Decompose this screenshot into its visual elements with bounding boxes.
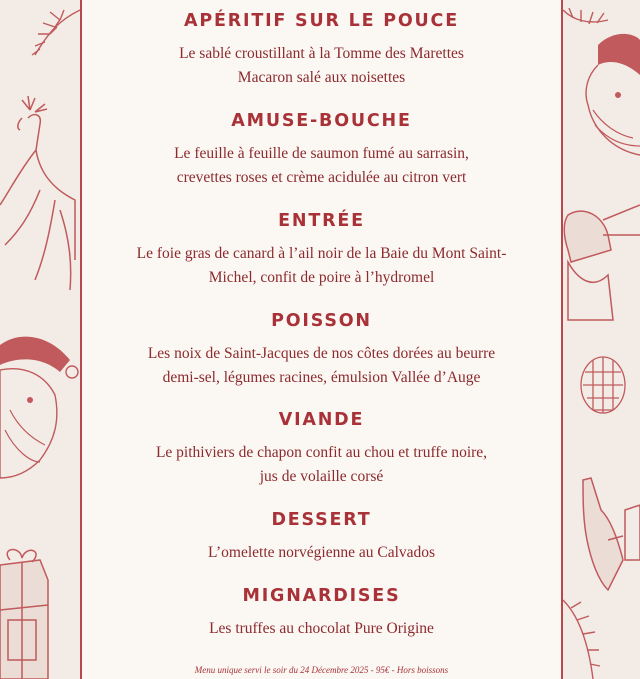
course-description	[82, 242, 561, 289]
champagne-bottle-icon	[583, 478, 640, 590]
course-title: AMUSE-BOUCHE	[231, 111, 412, 131]
course-amuse-bouche	[82, 110, 561, 189]
santa-claus-icon	[0, 337, 78, 478]
course-mignardises	[82, 585, 561, 641]
course-line: Michel, confit de poire à l’hydromel	[208, 268, 435, 286]
course-line: Les truffes au chocolat Pure Origine	[209, 620, 434, 637]
pine-branch-icon	[32, 10, 80, 55]
course-description	[82, 617, 561, 641]
course-viande	[82, 409, 561, 488]
course-line: Le feuille à feuille de saumon fumé au sarrasin,	[174, 145, 469, 162]
course-description	[82, 142, 561, 189]
reindeer-icon	[0, 96, 75, 290]
course-title: POISSON	[271, 311, 372, 331]
course-entree	[82, 210, 561, 289]
course-line: demi-sel, légumes racines, émulsion Vallée d’Auge	[162, 368, 481, 386]
pinecone-icon	[581, 357, 625, 413]
course-line: jus de volaille corsé	[259, 467, 384, 485]
course-line: L’omelette norvégienne au Calvados	[207, 544, 436, 561]
gift-box-icon	[0, 550, 48, 679]
course-line: Le foie gras de canard à l’ail noir de la Baie du Mont Saint-	[136, 245, 507, 262]
course-poisson	[82, 310, 561, 389]
right-illustrations	[563, 0, 640, 679]
bell-icon	[564, 205, 640, 320]
pine-branch-icon	[563, 600, 600, 679]
course-title: DESSERT	[271, 510, 372, 530]
course-line: crevettes roses et crème acidulée au citron vert	[176, 168, 467, 186]
course-title: VIANDE	[278, 410, 365, 430]
course-line: Macaron salé aux noisettes	[237, 68, 406, 86]
course-title: MIGNARDISES	[242, 586, 401, 606]
course-description	[82, 541, 561, 565]
course-description	[82, 441, 561, 488]
course-line: Les noix de Saint-Jacques de nos côtes dorées au beurre	[147, 345, 496, 362]
menu-panel	[82, 0, 561, 679]
pine-branch-icon	[563, 8, 608, 24]
course-aperitif	[82, 10, 561, 89]
course-line: Le pithiviers de chapon confit au chou et truffe noire,	[155, 444, 488, 461]
menu-footnote: Menu unique servi le soir du 24 Décembre 2025 - 95€ - Hors boissons	[194, 665, 449, 675]
course-line: Le sablé croustillant à la Tomme des Marettes	[179, 45, 464, 62]
course-title: APÉRITIF SUR LE POUCE	[184, 11, 459, 31]
left-decoration-panel	[0, 0, 82, 679]
course-title: ENTRÉE	[278, 211, 365, 231]
course-dessert	[82, 509, 561, 565]
santa-claus-icon	[586, 34, 640, 155]
left-illustrations	[0, 0, 80, 679]
right-decoration-panel	[561, 0, 640, 679]
course-description	[82, 42, 561, 89]
course-description	[82, 342, 561, 389]
